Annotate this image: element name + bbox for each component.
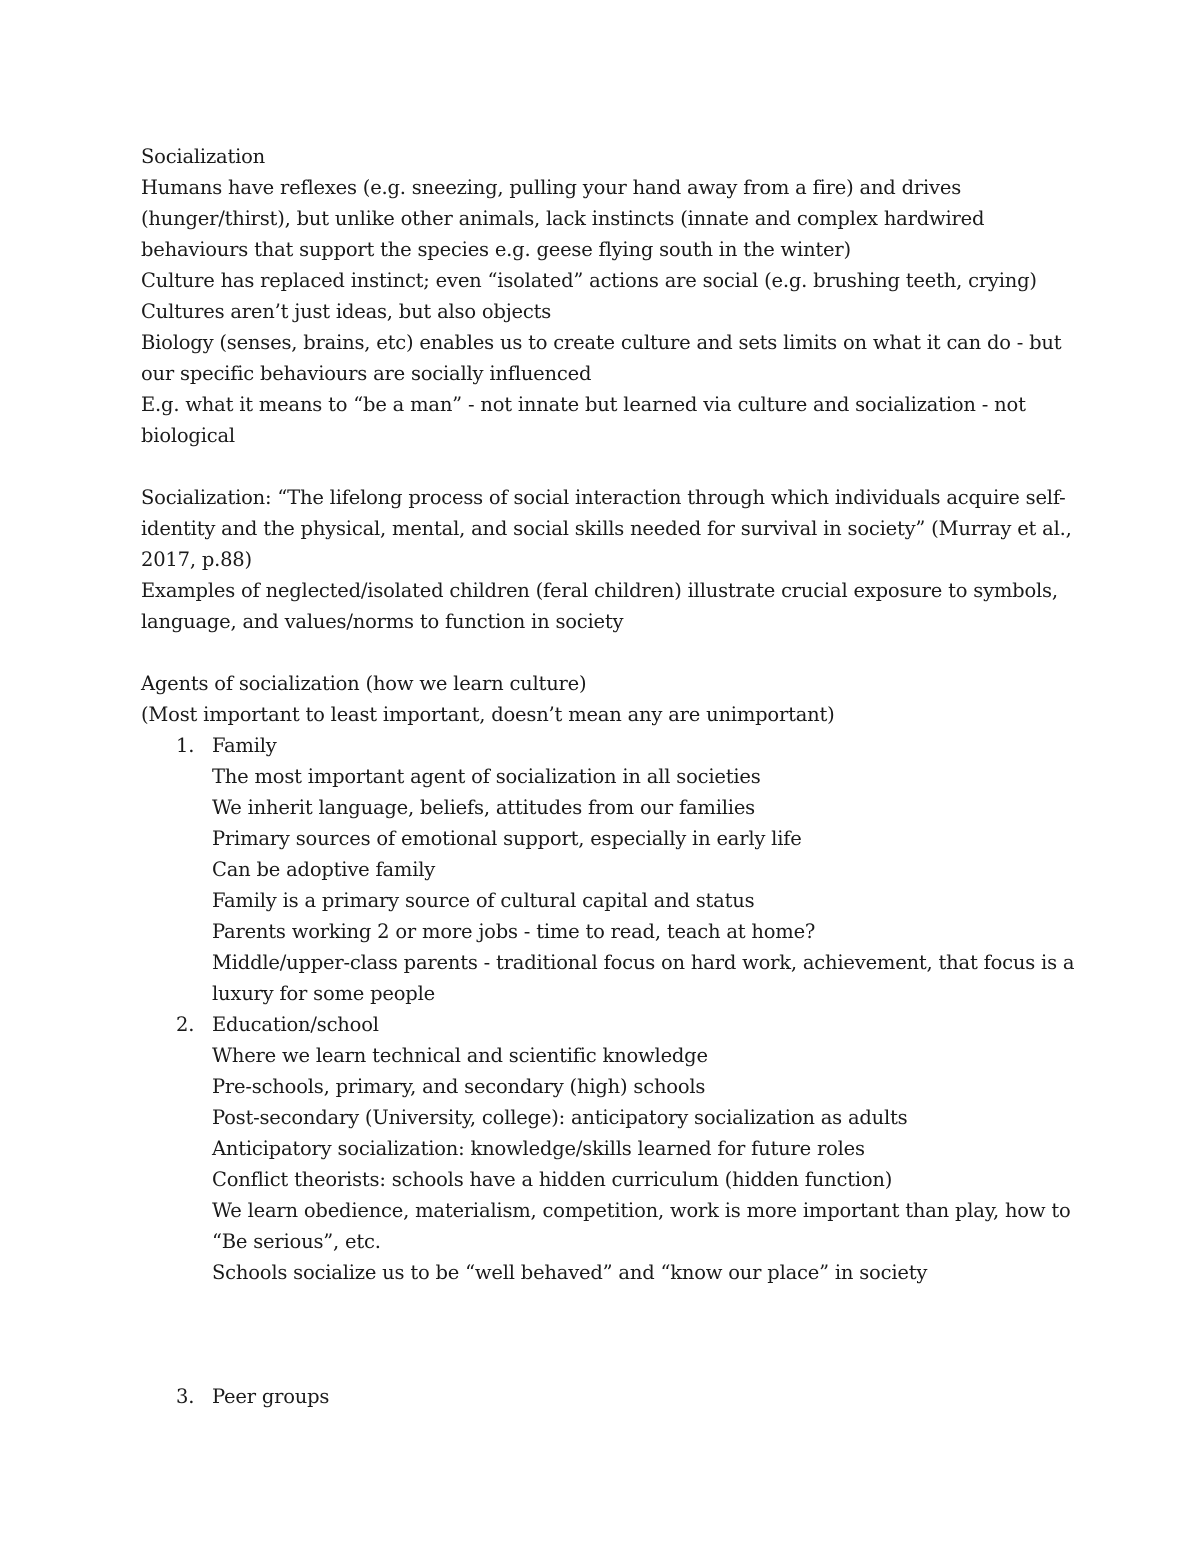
definition-line: 2017, p.88) — [141, 548, 252, 571]
list-number: 1. — [176, 734, 195, 757]
list-item-line: Parents working 2 or more jobs - time to read, teach at home? — [212, 920, 816, 943]
list-item-line: Schools socialize us to be “well behaved” and “know our place” in society — [212, 1261, 928, 1284]
list-item-line: Can be adoptive family — [212, 858, 436, 881]
agents-heading: Agents of socialization (how we learn culture) — [141, 672, 587, 695]
intro-line: Culture has replaced instinct; even “isolated” actions are social (e.g. brushing teeth, crying) — [141, 269, 1037, 292]
list-item-education — [141, 1009, 1071, 1288]
agents-subheading: (Most important to least important, doesn’t mean any are unimportant) — [141, 703, 835, 726]
list-item-line: Anticipatory socialization: knowledge/skills learned for future roles — [212, 1137, 865, 1160]
intro-line: E.g. what it means to “be a man” - not innate but learned via culture and socialization - not — [141, 393, 1026, 416]
list-item-line: Middle/upper-class parents - traditional focus on hard work, achievement, that focus is a — [212, 951, 1075, 974]
paragraph-spacer — [141, 451, 1061, 482]
list-item-title: Family — [212, 734, 277, 757]
list-item-line: Primary sources of emotional support, especially in early life — [212, 827, 802, 850]
list-item-line: Where we learn technical and scientific knowledge — [212, 1044, 708, 1067]
intro-line: biological — [141, 424, 235, 447]
list-item-line: Family is a primary source of cultural capital and status — [212, 889, 755, 912]
agents-section — [141, 668, 1075, 1412]
intro-section — [141, 141, 1061, 451]
definition-section — [141, 482, 1072, 637]
list-item-title: Education/school — [212, 1013, 379, 1036]
definition-line: Examples of neglected/isolated children (feral children) illustrate crucial exposure to symbols, — [141, 579, 1058, 602]
list-item-line: Post-secondary (University, college): anticipatory socialization as adults — [212, 1106, 908, 1129]
list-item-peer-groups — [141, 1381, 1061, 1412]
list-item-line: “Be serious”, etc. — [212, 1230, 381, 1253]
paragraph-spacer — [141, 637, 1061, 668]
agents-list — [141, 730, 1075, 1412]
intro-line: behaviours that support the species e.g. geese flying south in the winter) — [141, 238, 851, 261]
list-item-line: The most important agent of socialization in all societies — [212, 765, 761, 788]
definition-line: Socialization: “The lifelong process of social interaction through which individuals acquire self- — [141, 486, 1066, 509]
list-item-line: Pre-schools, primary, and secondary (high) schools — [212, 1075, 706, 1098]
intro-line: Biology (senses, brains, etc) enables us to create culture and sets limits on what it can do - but — [141, 331, 1062, 354]
intro-line: (hunger/thirst), but unlike other animals, lack instincts (innate and complex hardwired — [141, 207, 985, 230]
list-item-line: We inherit language, beliefs, attitudes from our families — [212, 796, 755, 819]
intro-line: Humans have reflexes (e.g. sneezing, pulling your hand away from a fire) and drives — [141, 176, 961, 199]
list-number: 2. — [176, 1013, 195, 1036]
intro-line: Cultures aren’t just ideas, but also objects — [141, 300, 552, 323]
definition-line: language, and values/norms to function in society — [141, 610, 624, 633]
document-body — [141, 141, 1075, 1412]
list-item-title: Peer groups — [212, 1385, 330, 1408]
intro-line: our specific behaviours are socially influenced — [141, 362, 592, 385]
definition-line: identity and the physical, mental, and social skills needed for survival in society” (Murray et al., — [141, 517, 1072, 540]
list-item-line: We learn obedience, materialism, competition, work is more important than play, how to — [212, 1199, 1071, 1222]
list-item-line: Conflict theorists: schools have a hidden curriculum (hidden function) — [212, 1168, 893, 1191]
list-spacer — [141, 1288, 1061, 1381]
list-item-line: luxury for some people — [212, 982, 435, 1005]
intro-title: Socialization — [141, 145, 266, 168]
list-number: 3. — [176, 1385, 195, 1408]
list-item-family — [141, 730, 1075, 1009]
